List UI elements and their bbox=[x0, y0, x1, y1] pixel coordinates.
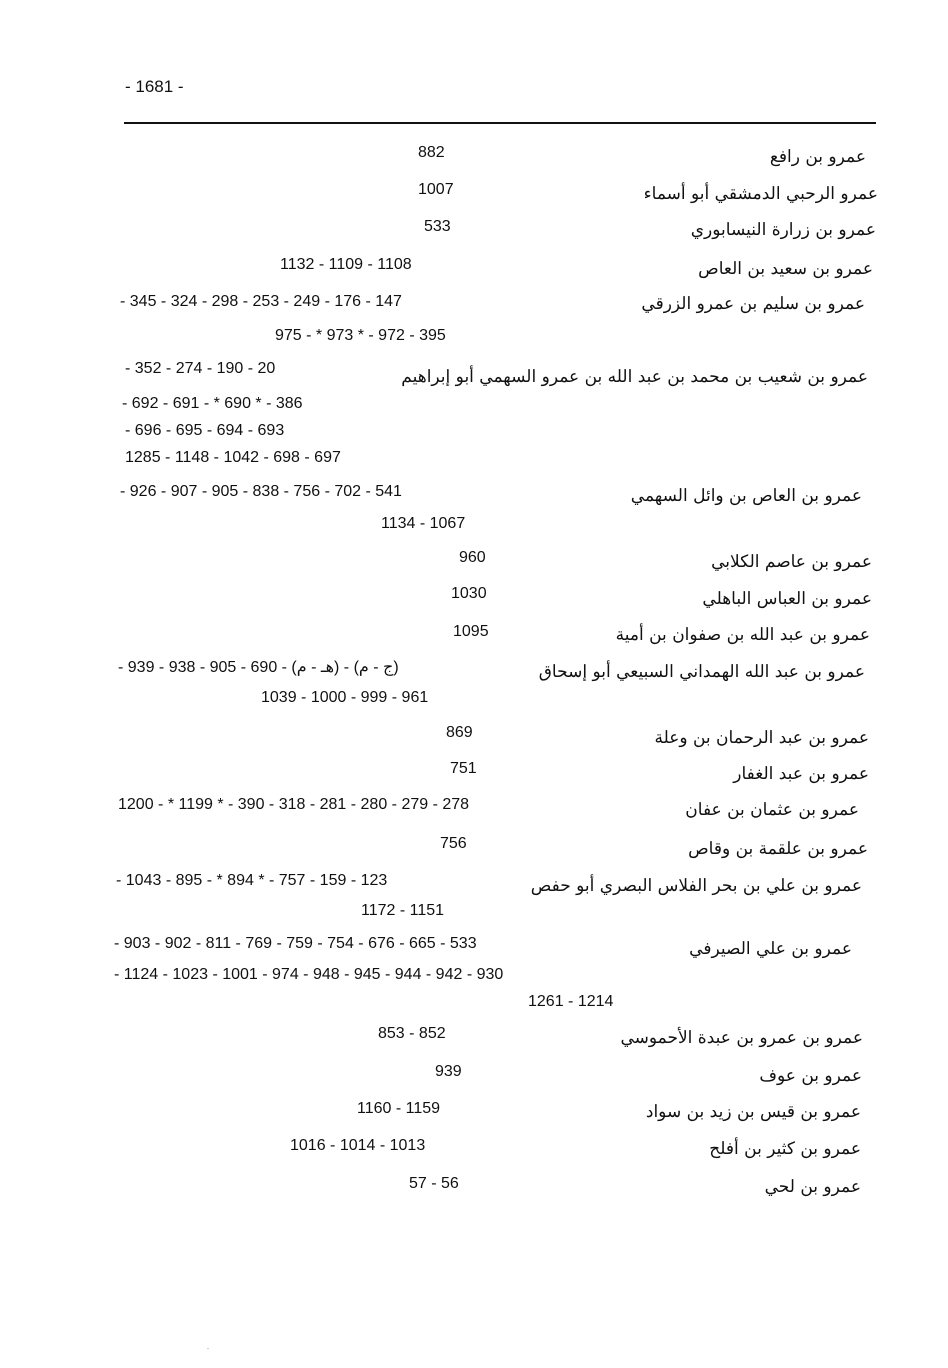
index-entry-pages: 1095 bbox=[453, 623, 489, 640]
index-entry-name: عمرو بن شعيب بن محمد بن عبد الله بن عمرو السهمي أبو إبراهيم bbox=[401, 367, 868, 387]
index-entry-pages: 756 bbox=[440, 835, 467, 852]
index-entry-pages: 1160 - 1159 bbox=[357, 1100, 441, 1117]
index-entry-name: عمرو بن علقمة بن وقاص bbox=[688, 839, 868, 859]
page-number: - 1681 - bbox=[125, 77, 184, 96]
index-entry-name: عمرو بن العاص بن وائل السهمي bbox=[630, 486, 862, 506]
index-entry-pages: 1007 bbox=[418, 181, 454, 198]
index-entry-pages: 882 bbox=[418, 144, 445, 161]
index-entry-name: عمرو بن عبد الغفار bbox=[733, 764, 869, 784]
index-entry-pages: 1200 - * 1199 * - 390 - 318 - 281 - 280 - 279 - 278 bbox=[118, 796, 470, 813]
index-entry-pages: 57 - 56 bbox=[409, 1175, 459, 1192]
index-entry-pages: 853 - 852 bbox=[378, 1025, 446, 1042]
index-entry-name: عمرو بن عبد الله الهمداني السبيعي أبو إسحاق bbox=[538, 662, 865, 682]
index-entry-pages: - 352 - 274 - 190 - 20 bbox=[125, 360, 276, 377]
index-entry-pages: 1172 - 1151 bbox=[361, 902, 445, 919]
index-entry-pages: - 345 - 324 - 298 - 253 - 249 - 176 - 147 bbox=[120, 293, 402, 310]
scan-speck bbox=[207, 1348, 209, 1349]
index-entry-pages: - 696 - 695 - 694 - 693 bbox=[125, 422, 285, 439]
index-entry-name: عمرو بن زرارة النيسابوري bbox=[690, 220, 876, 240]
index-entry-pages: 869 bbox=[446, 724, 473, 741]
index-entry-name: عمرو بن رافع bbox=[769, 147, 866, 167]
index-entry-pages: 939 bbox=[435, 1063, 462, 1080]
index-entry-pages: 751 bbox=[450, 760, 477, 777]
index-entry-name: عمرو الرحبي الدمشقي أبو أسماء bbox=[643, 184, 878, 204]
index-entry-pages: - 692 - 691 - * 690 * - 386 bbox=[122, 395, 303, 412]
index-entry-pages: 975 - * 973 * - 972 - 395 bbox=[275, 327, 446, 344]
index-entry-pages: - 1043 - 895 - * 894 * - 757 - 159 - 123 bbox=[116, 872, 388, 889]
index-entry-name: عمرو بن عبد الله بن صفوان بن أمية bbox=[615, 625, 870, 645]
index-entry-pages: 533 bbox=[424, 218, 451, 235]
header-rule bbox=[124, 122, 876, 124]
index-entry-name: عمرو بن عمرو بن عبدة الأحموسي bbox=[620, 1028, 863, 1048]
index-entry-pages: 1134 - 1067 bbox=[381, 515, 466, 532]
index-entry-name: عمرو بن قيس بن زيد بن سواد bbox=[645, 1102, 861, 1122]
index-entry-pages: - 939 - 938 - 905 - 690 - (هـ - م) - (ج - م) bbox=[118, 659, 399, 676]
index-entry-pages: 1039 - 1000 - 999 - 961 bbox=[261, 689, 429, 706]
index-entry-pages: 1285 - 1148 - 1042 - 698 - 697 bbox=[125, 449, 341, 466]
index-entry-name: عمرو بن عثمان بن عفان bbox=[685, 800, 859, 820]
index-entry-pages: - 926 - 907 - 905 - 838 - 756 - 702 - 541 bbox=[120, 483, 402, 500]
index-entry-name: عمرو بن لحي bbox=[764, 1177, 861, 1197]
index-entry-pages: 1016 - 1014 - 1013 bbox=[290, 1137, 426, 1154]
index-entry-name: عمرو بن عبد الرحمان بن وعلة bbox=[654, 728, 869, 748]
index-entry-pages: 1261 - 1214 bbox=[528, 993, 614, 1010]
index-entry-pages: - 903 - 902 - 811 - 769 - 759 - 754 - 676 - 665 - 533 bbox=[114, 935, 477, 952]
index-entry-pages: - 1124 - 1023 - 1001 - 974 - 948 - 945 - 944 - 942 - 930 bbox=[114, 966, 504, 983]
index-entry-name: عمرو بن عوف bbox=[759, 1066, 862, 1086]
index-entry-name: عمرو بن عاصم الكلابي bbox=[711, 552, 872, 572]
index-entry-name: عمرو بن سليم بن عمرو الزرقي bbox=[641, 294, 865, 314]
index-entry-name: عمرو بن سعيد بن العاص bbox=[698, 259, 873, 279]
index-entry-name: عمرو بن كثير بن أفلح bbox=[709, 1139, 861, 1159]
index-entry-name: عمرو بن علي الصيرفي bbox=[689, 939, 852, 959]
index-entry-pages: 1132 - 1109 - 1108 bbox=[280, 256, 412, 273]
index-entry-pages: 960 bbox=[459, 549, 486, 566]
index-entry-name: عمرو بن العباس الباهلي bbox=[702, 589, 872, 609]
index-entry-pages: 1030 bbox=[451, 585, 487, 602]
index-entry-name: عمرو بن علي بن بحر الفلاس البصري أبو حفص bbox=[530, 876, 862, 896]
